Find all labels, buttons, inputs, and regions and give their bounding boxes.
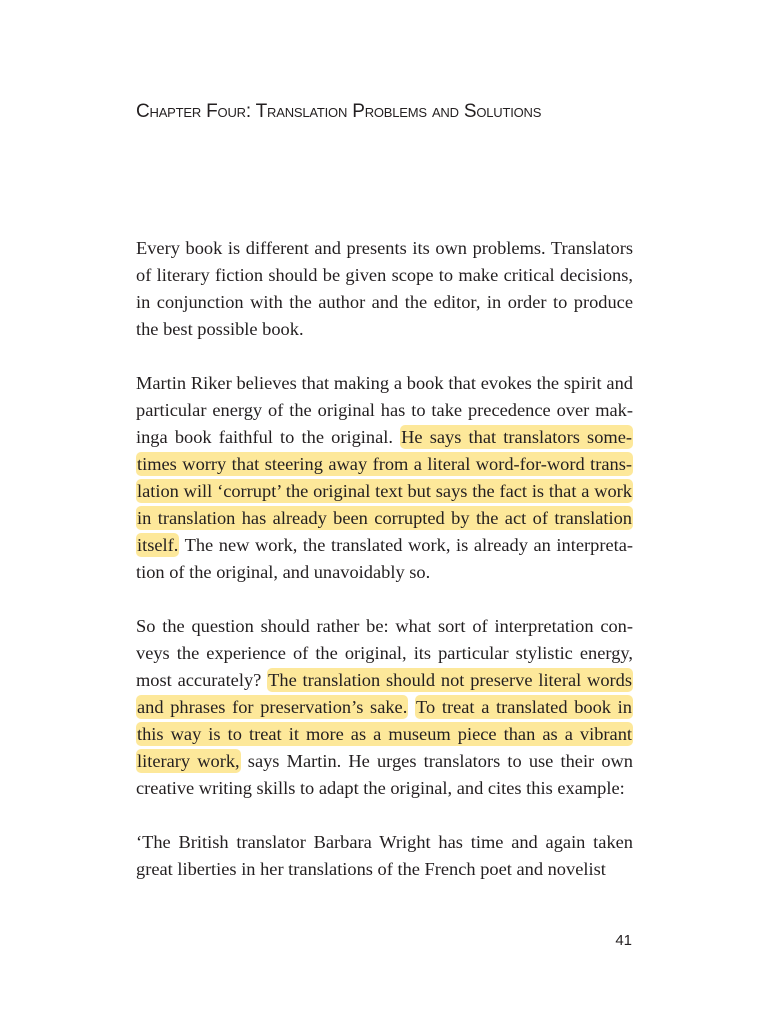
paragraph-2-text-before: Martin Riker believes that making a book that evokes the spirit and particular energy of the original has to take precedence over makinga book faithful to the original. bbox=[136, 373, 633, 447]
paragraph-3-text-between bbox=[408, 697, 415, 717]
paragraph-2 bbox=[136, 370, 633, 586]
highlight-2[interactable]: The translation should not preserve literal words and phrases for preservation’s sake. bbox=[137, 670, 633, 717]
paragraph-3-text-after: says Martin. He urges translators to use their own creative writing skills to adapt the original, and cites this example: bbox=[136, 751, 633, 798]
highlight-3[interactable]: To treat a translated book in this way is to treat it more as a museum piece than as a vibrant literary work, bbox=[137, 697, 632, 771]
paragraph-3 bbox=[136, 613, 633, 802]
paragraph-4-text: ‘The British translator Barbara Wright has time and again taken great liberties in her translations of the French poet and novelist bbox=[136, 832, 633, 879]
highlight-1[interactable]: He says that translators sometimes worry that steering away from a literal word-for-word translation will ‘corrupt’ the original text but says the fact is that a work in translation has already been corrupted by the act of translation itself. bbox=[137, 427, 632, 555]
paragraph-4 bbox=[136, 829, 633, 883]
paragraph-1-text: Every book is different and presents its own problems. Translators of literary fiction should be given scope to make critical decisions, in conjunction with the author and the editor, in order to produce the best possible book. bbox=[136, 238, 633, 339]
page-number: 41 bbox=[615, 932, 632, 949]
paragraph-2-text-after: The new work, the translated work, is already an interpretation of the original, and unavoidably so. bbox=[136, 535, 633, 582]
paragraph-3-text-before: So the question should rather be: what sort of interpretation conveys the experience of the original, its particular stylistic energy, most accurately? bbox=[136, 616, 633, 690]
paragraph-1 bbox=[136, 235, 633, 343]
body-text bbox=[136, 235, 633, 883]
chapter-title: Chapter Four: Translation Problems and Solutions bbox=[136, 101, 542, 122]
